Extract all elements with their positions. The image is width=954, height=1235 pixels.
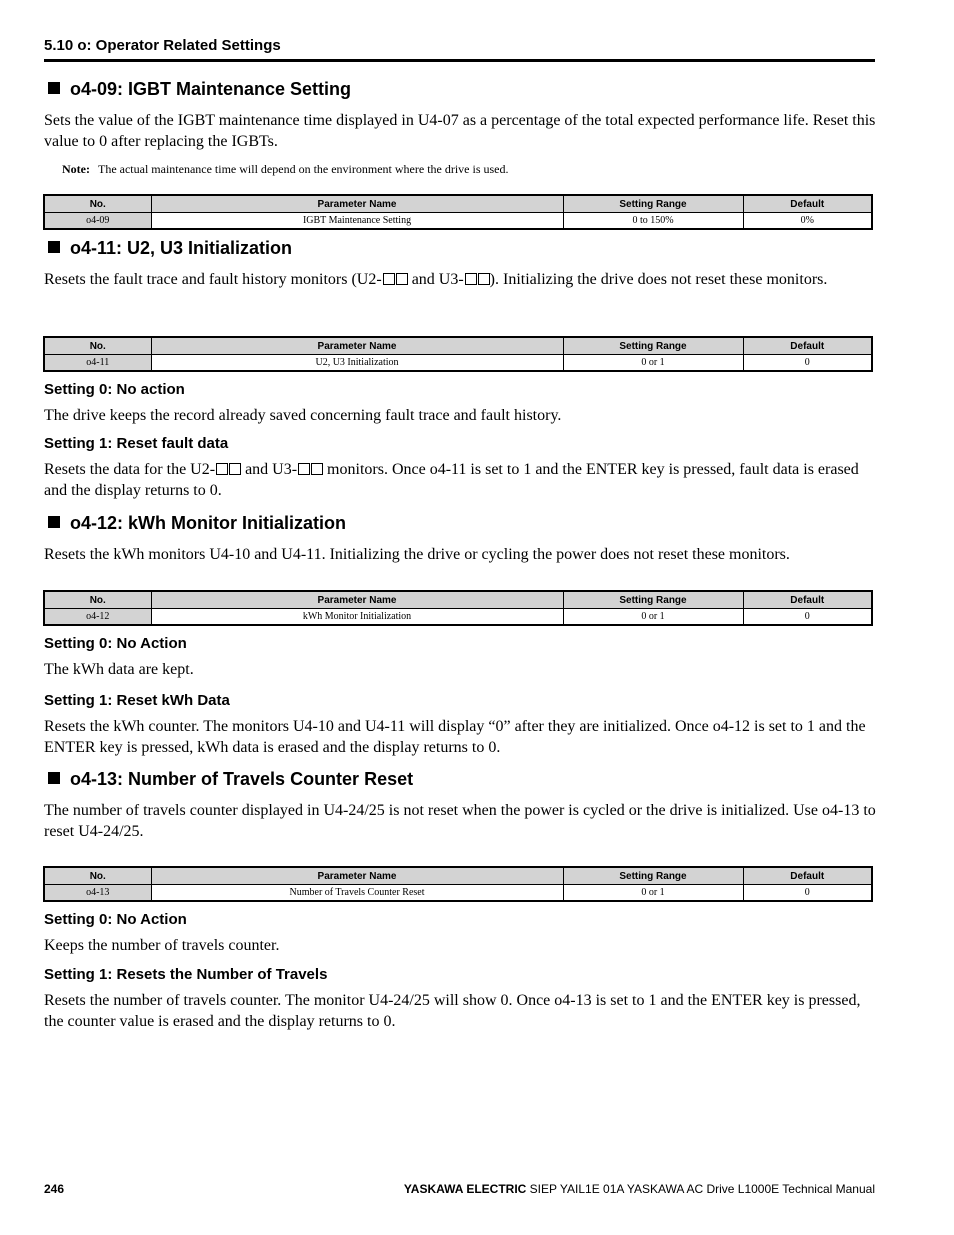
col-header-name: Parameter Name bbox=[151, 337, 563, 355]
cell-range: 0 or 1 bbox=[563, 355, 743, 372]
section-heading-o4-13 bbox=[48, 769, 413, 790]
cell-name: U2, U3 Initialization bbox=[151, 355, 563, 372]
col-header-no: No. bbox=[44, 591, 151, 609]
col-header-range: Setting Range bbox=[563, 591, 743, 609]
parameter-table-o4-12 bbox=[43, 590, 873, 626]
note-label: Note: bbox=[62, 162, 90, 176]
cell-range: 0 to 150% bbox=[563, 213, 743, 230]
table-row bbox=[44, 609, 872, 626]
cell-range: 0 or 1 bbox=[563, 609, 743, 626]
placeholder-box-icon bbox=[465, 273, 477, 285]
text-run: Resets the fault trace and fault history monitors (U2- bbox=[44, 271, 382, 288]
section-heading-text: o4-13: Number of Travels Counter Reset bbox=[70, 769, 414, 789]
cell-no: o4-13 bbox=[44, 885, 151, 902]
section-heading-o4-09 bbox=[48, 79, 351, 100]
setting-body: The drive keeps the record already saved concerning fault trace and fault history. bbox=[44, 407, 562, 424]
setting-heading: Setting 1: Reset fault data bbox=[44, 435, 229, 452]
section-body-o4-11 bbox=[44, 269, 879, 290]
text-run: ). Initializing the drive does not reset these monitors. bbox=[489, 271, 828, 288]
cell-no: o4-12 bbox=[44, 609, 151, 626]
setting-heading: Setting 0: No Action bbox=[44, 635, 187, 652]
placeholder-box-icon bbox=[216, 463, 228, 475]
placeholder-box-icon bbox=[298, 463, 310, 475]
square-bullet-icon bbox=[48, 516, 60, 528]
table-row bbox=[44, 213, 872, 230]
note bbox=[62, 162, 509, 177]
setting-body: Resets the number of travels counter. The monitor U4-24/25 will show 0. Once o4-13 is set to 1 and the ENTER key is pressed, the counter value is erased and the display returns to 0. bbox=[44, 992, 861, 1030]
square-bullet-icon bbox=[48, 772, 60, 784]
text-run: Resets the data for the U2- bbox=[44, 461, 216, 478]
footer-doc-info bbox=[404, 1182, 875, 1196]
col-header-no: No. bbox=[44, 337, 151, 355]
col-header-name: Parameter Name bbox=[151, 195, 563, 213]
cell-name: IGBT Maintenance Setting bbox=[151, 213, 563, 230]
section-body-o4-12: Resets the kWh monitors U4-10 and U4-11. Initializing the drive or cycling the power does not reset these monitors. bbox=[44, 546, 790, 563]
cell-name: Number of Travels Counter Reset bbox=[151, 885, 563, 902]
placeholder-box-icon bbox=[396, 273, 408, 285]
setting-heading: Setting 1: Resets the Number of Travels bbox=[44, 966, 328, 983]
cell-default: 0% bbox=[743, 213, 872, 230]
parameter-table-o4-13 bbox=[43, 866, 873, 902]
placeholder-box-icon bbox=[383, 273, 395, 285]
square-bullet-icon bbox=[48, 82, 60, 94]
note-text: The actual maintenance time will depend on the environment where the drive is used. bbox=[97, 162, 509, 176]
section-body-o4-13: The number of travels counter displayed in U4-24/25 is not reset when the power is cycled or the drive is initialized. Use o4-13 to reset U4-24/25. bbox=[44, 802, 876, 840]
cell-no: o4-11 bbox=[44, 355, 151, 372]
col-header-default: Default bbox=[743, 867, 872, 885]
cell-range: 0 or 1 bbox=[563, 885, 743, 902]
placeholder-box-icon bbox=[229, 463, 241, 475]
cell-no: o4-09 bbox=[44, 213, 151, 230]
setting-heading: Setting 1: Reset kWh Data bbox=[44, 692, 230, 709]
table-row bbox=[44, 355, 872, 372]
col-header-no: No. bbox=[44, 867, 151, 885]
setting-body: Keeps the number of travels counter. bbox=[44, 937, 280, 954]
header-rule bbox=[44, 59, 875, 62]
footer-doc-title: SIEP YAIL1E 01A YASKAWA AC Drive L1000E Technical Manual bbox=[526, 1182, 875, 1196]
col-header-name: Parameter Name bbox=[151, 867, 563, 885]
parameter-table-o4-11 bbox=[43, 336, 873, 372]
cell-default: 0 bbox=[743, 609, 872, 626]
placeholder-box-icon bbox=[311, 463, 323, 475]
cell-default: 0 bbox=[743, 355, 872, 372]
table-row bbox=[44, 885, 872, 902]
section-body-o4-09: Sets the value of the IGBT maintenance time displayed in U4-07 as a percentage of the total expected performance life. Reset this value to 0 after replacing the IGBTs. bbox=[44, 112, 876, 150]
setting-body: The kWh data are kept. bbox=[44, 661, 194, 678]
square-bullet-icon bbox=[48, 241, 60, 253]
cell-default: 0 bbox=[743, 885, 872, 902]
cell-name: kWh Monitor Initialization bbox=[151, 609, 563, 626]
setting-body bbox=[44, 459, 879, 501]
col-header-default: Default bbox=[743, 591, 872, 609]
text-run: and U3- bbox=[407, 271, 464, 288]
setting-heading: Setting 0: No action bbox=[44, 381, 185, 398]
footer-brand: YASKAWA ELECTRIC bbox=[403, 1182, 527, 1196]
chapter-title: 5.10 o: Operator Related Settings bbox=[44, 37, 281, 54]
section-heading-text: o4-12: kWh Monitor Initialization bbox=[70, 513, 346, 533]
page-number: 246 bbox=[44, 1182, 65, 1196]
setting-body: Resets the kWh counter. The monitors U4-10 and U4-11 will display “0” after they are initialized. Once o4-12 is set to 1 and the ENTER key is pressed, kWh data is erased and the display returns to 0. bbox=[44, 718, 866, 756]
col-header-default: Default bbox=[743, 195, 872, 213]
section-heading-o4-12 bbox=[48, 513, 346, 534]
col-header-default: Default bbox=[743, 337, 872, 355]
placeholder-box-icon bbox=[478, 273, 490, 285]
col-header-range: Setting Range bbox=[563, 867, 743, 885]
col-header-name: Parameter Name bbox=[151, 591, 563, 609]
col-header-no: No. bbox=[44, 195, 151, 213]
text-run: monitors. Once o4-11 is set to 1 and the ENTER key is pressed, fault data is erased and the display returns to 0. bbox=[44, 461, 859, 499]
section-heading-text: o4-09: IGBT Maintenance Setting bbox=[70, 79, 352, 99]
section-heading-o4-11 bbox=[48, 238, 292, 259]
col-header-range: Setting Range bbox=[563, 337, 743, 355]
section-heading-text: o4-11: U2, U3 Initialization bbox=[70, 238, 293, 258]
col-header-range: Setting Range bbox=[563, 195, 743, 213]
setting-heading: Setting 0: No Action bbox=[44, 911, 187, 928]
parameter-table-o4-09 bbox=[43, 194, 873, 230]
text-run: and U3- bbox=[241, 461, 298, 478]
